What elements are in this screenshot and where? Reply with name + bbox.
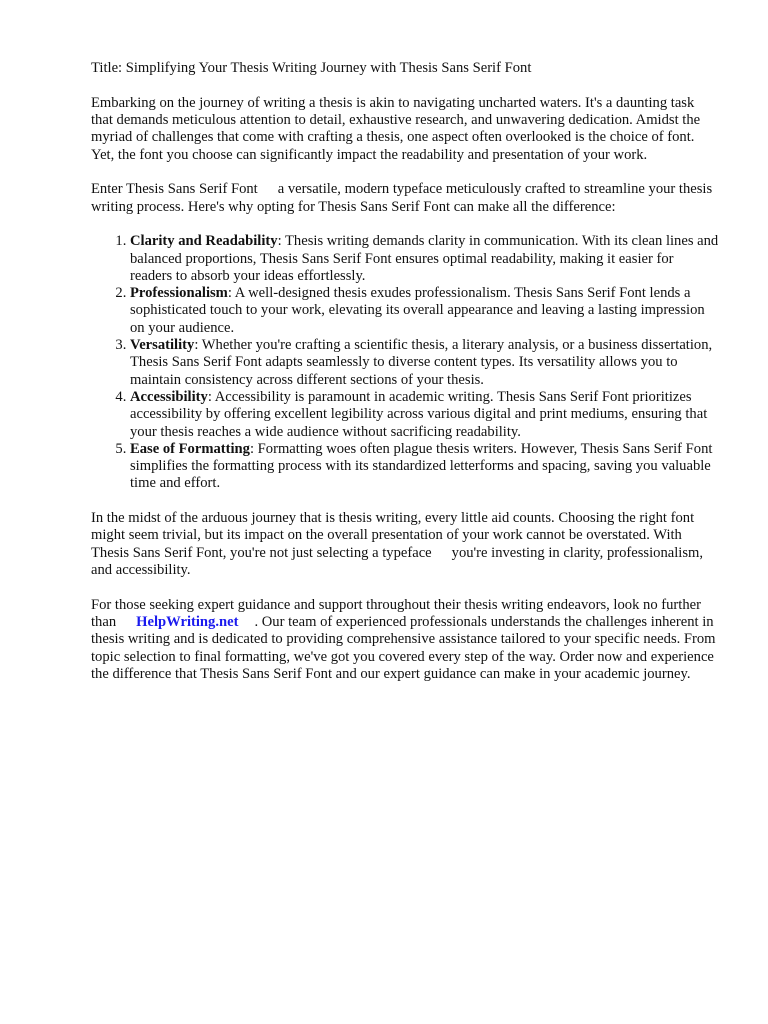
intro-paragraph: Embarking on the journey of writing a thesis is akin to navigating uncharted waters. It's a daunting task that demands meticulous attention to detail, exhaustive research, and unwavering dedication. Amidst the myriad of challenges that come with crafting a thesis, one aspect often overlooked is the choice of font. Yet, the font you choose can significantly impact the readability and presentation of your work. [91,94,701,163]
document-page [91,60,719,701]
midst-text-end: you're investing in clarity, professionalism, and accessibility. [91,544,704,578]
list-item-text: : A well-designed thesis exudes professionalism. Thesis Sans Serif Font lends a sophisticated touch to your work, elevating its overall appearance and leaving a lasting impression on your audience. [130,285,705,336]
closing-paragraph [91,597,719,683]
enter-text-end: a versatile, modern typeface meticulously crafted to streamline your thesis writing process. Here's why opting for Thesis Sans Serif Font can make all the difference: [91,181,713,215]
list-item-text: : Formatting woes often plague thesis writers. However, Thesis Sans Serif Font simplifies the formatting process with its standardized letterforms and spacing, saving you valuable time and effort. [130,440,713,492]
list-item [130,337,719,389]
list-item [130,233,719,285]
midst-text-start: In the midst of the arduous journey that is thesis writing, every little aid counts. Choosing the right font might seem trivial, but its impact on the overall presentation of your work cannot be overstated. With Thesis Sans Serif Font, you're not just selecting a typeface [91,510,695,561]
list-item-text: : Accessibility is paramount in academic writing. Thesis Sans Serif Font prioritizes accessibility by offering excellent legibility across various digital and print mediums, ensuring that your thesis reaches a wide audience without sacrificing readability. [130,388,708,440]
midst-paragraph [91,510,719,579]
list-item-term: Ease of Formatting [130,440,250,457]
document-title: Title: Simplifying Your Thesis Writing Journey with Thesis Sans Serif Font [91,60,532,76]
benefits-list [91,233,719,492]
list-item [130,285,719,337]
list-item-term: Versatility [130,337,195,354]
list-item-term: Professionalism [130,285,228,302]
list-item-term: Clarity and Readability [130,233,278,250]
enter-paragraph [91,181,719,216]
closing-text-start: For those seeking expert guidance and support throughout their thesis writing endeavors, look no further than [91,596,701,630]
list-item-text: : Whether you're crafting a scientific thesis, a literary analysis, or a business dissertation, Thesis Sans Serif Font adapts seamlessly to diverse content types. Its versatility allows you to maintain consistency across different sections of your thesis. [130,337,713,388]
enter-text-start: Enter Thesis Sans Serif Font [91,181,258,198]
list-item-term: Accessibility [130,388,208,405]
closing-text-end: . Our team of experienced professionals understands the challenges inherent in thesis writing and is dedicated to providing comprehensive assistance tailored to your specific needs. From topic selection to final formatting, we've got you covered every step of the way. Order now and experience the difference that Thesis Sans Serif Font and our expert guidance can make in your academic journey. [91,613,716,682]
list-item [130,441,719,493]
helpwriting-link[interactable]: HelpWriting.net [136,613,239,630]
list-item [130,389,719,441]
list-item-text: : Thesis writing demands clarity in communication. With its clean lines and balanced proportions, Thesis Sans Serif Font ensures optimal readability, making it easier for readers to absorb your ideas effortlessly. [130,233,719,284]
